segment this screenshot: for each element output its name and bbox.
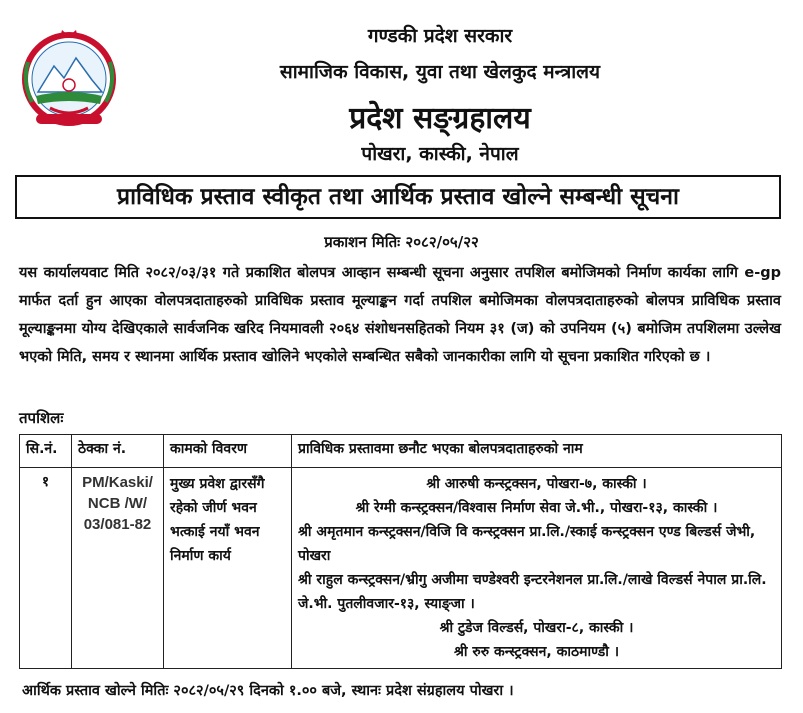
bidder-item: श्री आरुषी कन्स्ट्रक्सन, पोखरा-७, कास्की । [426,476,647,492]
cell-bidders [292,468,782,669]
bidders-table [19,434,782,669]
office-address: पोखरा, कास्की, नेपाल [361,143,519,165]
bidder-item: श्री अमृतमान कन्स्ट्रक्सन/विजि वि कन्स्ट्रक्सन प्रा.लि./स्काई कन्स्ट्रक्सन एण्ड बिल्डर्स जेभी, पोखरा [298,524,756,564]
cell-work-description: मुख्य प्रवेश द्वारसँगै रहेको जीर्ण भवन भत्काई नयाँ भवन निर्माण कार्य [164,468,292,669]
table-row [20,468,782,669]
notice-title: प्राविधिक प्रस्ताव स्वीकृत तथा आर्थिक प्रस्ताव खोल्ने सम्बन्धी सूचना [15,175,781,219]
bidder-item: श्री राहुल कन्स्ट्रक्सन/भ्रीगु अजीमा चण्डेश्वरी इन्टरनेशनल प्रा.लि./लाखे विल्डर्स नेपाल प्रा.लि. जे.भी. पुतलीवजार-१३, स्याङ्जा । [298,572,767,612]
cell-sn: १ [20,468,72,669]
contract-line: NCB /W/ [87,495,148,512]
contract-line: 03/081-82 [83,516,152,533]
col-header-contract: ठेक्का नं. [72,435,164,468]
ministry-name: सामाजिक विकास, युवा तथा खेलकुद मन्त्रालय [279,61,601,83]
cell-contract-no [72,468,164,669]
bidder-item: श्री रुरु कन्स्ट्रक्सन, काठमाण्डौ । [453,644,620,660]
office-name: प्रदेश सङ्ग्रहालय [349,101,531,136]
bidder-item: श्री टुडेज विल्डर्स, पोखरा-८, कास्की । [439,620,634,636]
bidder-item: श्री रेग्मी कन्स्ट्रक्सन/विश्वास निर्माण सेवा जे.भी., पोखरा-१३, कास्की । [355,500,718,516]
nepal-government-emblem-icon [14,22,124,132]
col-header-bidders: प्राविधिक प्रस्तावमा छनौट भएका बोलपत्रदाताहरुको नाम [292,435,782,468]
contract-line: PM/Kaski/ [82,474,153,491]
table-header-row [20,435,782,468]
government-name: गण्डकी प्रदेश सरकार [367,25,513,47]
publish-date: प्रकाशन मितिः २०८२/०५/२२ [324,233,479,251]
col-header-work: कामको विवरण [164,435,292,468]
notice-body: यस कार्यालयवाट मिति २०८२/०३/३१ गते प्रकाशित बोलपत्र आव्हान सम्बन्धी सूचना अनुसार तपशिल बमोजिमको निर्माण कार्यका लागि e-gp मार्फत दर्ता हुन आएका वोलपत्रदाताहरुको प्राविधिक प्रस्ताव मूल्याङ्कन गर्दा तपशिल बमोजिमका वोलपत्रदाताहरुको बोलपत्र प्राविधिक प्रस्ताव मूल्याङ्कनमा योग्य देखिएकाले सार्वजनिक खरिद नियमावली २०६४ संशोधनसहितको नियम ३१ (ज) को उपनियम (५) बमोजिम तपशिलमा उल्लेख भएको मिति, समय र स्थानमा आर्थिक प्रस्ताव खोलिने भएकोले सम्बन्धित सबैको जानकारीका लागि यो सूचना प्रकाशित गरिएको छ । [19,265,781,365]
details-label: तपशिलः [19,409,64,427]
col-header-sn: सि.नं. [20,435,72,468]
financial-opening-info: आर्थिक प्रस्ताव खोल्ने मितिः २०८२/०५/२९ दिनको १.०० बजे, स्थानः प्रदेश संग्रहालय पोखरा । [22,683,514,699]
